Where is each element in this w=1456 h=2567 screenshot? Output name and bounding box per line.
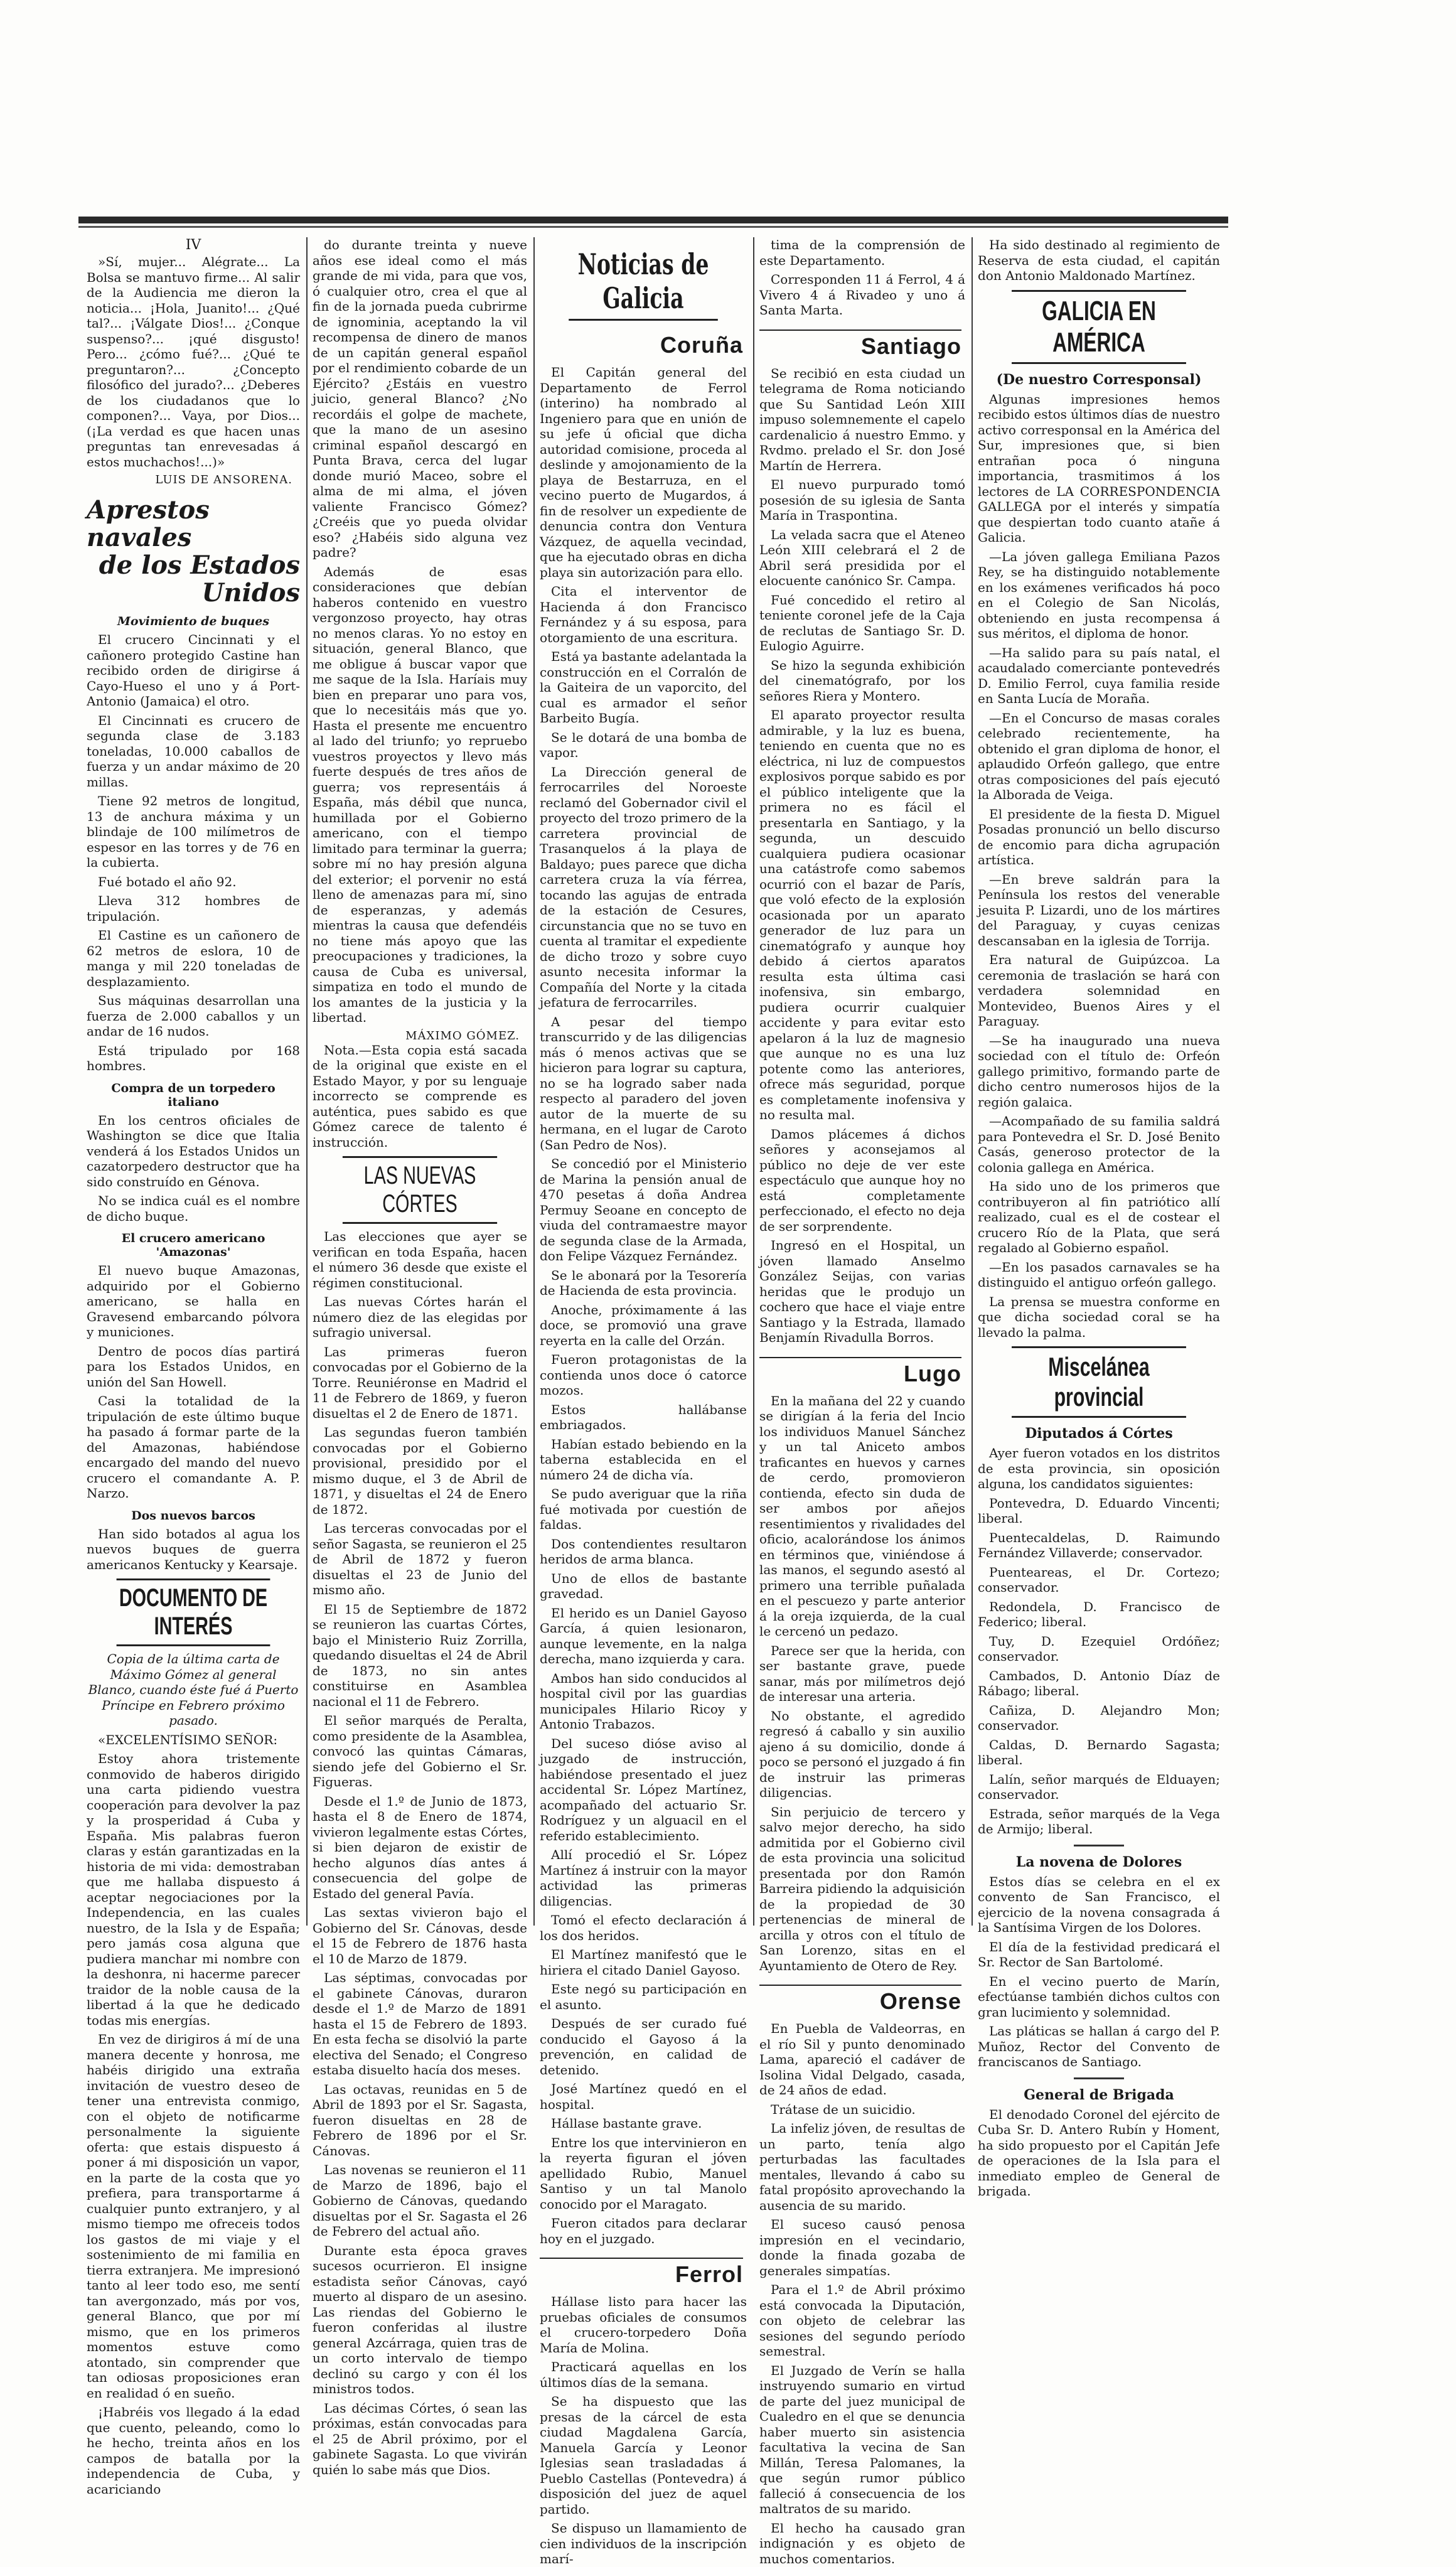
paragraph: Pontevedra, D. Eduardo Vincenti; liberal. xyxy=(978,1495,1220,1526)
paragraph: Las décimas Córtes, ó sean las próximas, están convocadas para el 25 de Abril próximo, por el gabinete Sagasta. Lo que vivirán quién lo sabe más que Dios. xyxy=(313,2400,527,2477)
paragraph: Ayer fueron votados en los distritos de esta provincia, sin oposición alguna, los candidatos siguientes: xyxy=(978,1445,1220,1491)
paragraph: A pesar del tiempo transcurrido y de las diligencias más ó menos activas que se hicieron para lograr su captura, no se ha logrado saber nada respecto al paradero del joven autor de la muerte de su hermana, en el lugar de Caroto (San Pedro de Nos). xyxy=(540,1014,747,1152)
paragraph: Este negó su participación en el asunto. xyxy=(540,1981,747,2012)
paragraph: Dentro de pocos días partirá para los Estados Unidos, en unión del San Howell. xyxy=(87,1343,300,1390)
paragraph: En vez de dirigiros á mí de una manera decente y honrosa, me habéis dirigido una extraña invitación de vuestro deseo de tener una entrevista conmigo, con el objeto de notificarme personalmente la siguiente oferta: que estais dispuesto á poner á mi disposición un vapor, en la parte de la costa que yo prefiera, para transportarme á cualquier punto extranjero, y al mismo tiempo me ofreceis todos los gastos de mi viaje y el sostenimiento de mi familia en tierra extranjera. Me impresionó tanto al leer todo eso, me sentí tan avergonzado, más por vos, general Blanco, que por mí mismo, que en los primeros momentos estuve como atontado, sin comprender que tan odiosas proposiciones eran en realidad ó en sueño. xyxy=(87,2032,300,2401)
article-lugo xyxy=(759,1393,965,1974)
signature: LUIS DE ANSORENA. xyxy=(155,473,292,486)
paragraph: Se recibió en esta ciudad un telegrama de Roma noticiando que Su Santidad León XIII impuso solemnemente el capelo cardenalicio á nuestro Emmo. y Rvdmo. prelado el Sr. don José Martín de Herrera. xyxy=(759,365,965,473)
paragraph: Cita el interventor de Hacienda á don Francisco Fernández y á su esposa, para otorgamiento de una escritura. xyxy=(540,584,747,645)
paragraph: El nuevo purpurado tomó posesión de su iglesia de Santa María in Traspontina. xyxy=(759,477,965,523)
paragraph: El Juzgado de Verín se halla instruyendo sumario en virtud de parte del juez municipal de Cualedro en el que se denuncia haber muerto sin asistencia facultativa la vecina de San Millán, Teresa Palomanes, la que según rumor público falleció á consecuencia de los maltratos de su marido. xyxy=(759,2362,965,2516)
article-buques xyxy=(87,632,300,1074)
paragraph: Redondela, D. Francisco de Federico; liberal. xyxy=(978,1599,1220,1629)
paragraph: Las séptimas, convocadas por el gabinete Cánovas, duraron desde el 1.º de Marzo de 1891 hasta el 15 de Febrero de 1893. En esta fecha se disolvió la parte electiva del Senado; el Congreso estaba disuelto hacía dos meses. xyxy=(313,1970,527,2077)
paragraph: En Puebla de Valdeorras, en el río Sil y punto denominado Lama, apareció el cadáver de Isolina Vidal Delgado, casada, de 24 años de edad. xyxy=(759,2021,965,2098)
paragraph: Las primeras fueron convocadas por el Gobierno de la Torre. Reuniéronse en Madrid el 11 de Febrero de 1869, y fueron disueltas el 2 de Enero de 1871. xyxy=(313,1344,527,1421)
subheading: La novena de Dolores xyxy=(1015,1853,1182,1870)
section-ferrol: Ferrol xyxy=(540,2258,743,2288)
paragraph: Sin perjuicio de tercero y salvo mejor derecho, ha sido admitida por el Gobierno civil de esta provincia una solicitud presentada por don Ramón Barreira pidiendo la adquisición de la propiedad de 30 pertenencias de mineral de arcilla y otros con el título de San Lorenzo, sitas en el Ayuntamiento de Otero de Rey. xyxy=(759,1804,965,1973)
paragraph: Se concedió por el Ministerio de Marina la pensión anual de 470 pesetas á doña Andrea Permuy Seoane en concepto de viuda del contramaestre mayor de segunda clase de la Armada, don Felipe Vázquez Fernández. xyxy=(540,1156,747,1263)
paragraph: El señor marqués de Peralta, como presidente de la Asamblea, convocó las quintas Cámaras, siendo jefe del Gobierno el Sr. Figueras. xyxy=(313,1713,527,1789)
top-rule-thin xyxy=(78,226,1228,228)
paragraph: Cañiza, D. Alejandro Mon; conservador. xyxy=(978,1702,1220,1733)
paragraph: El suceso causó penosa impresión en el vecindario, donde la finada gozaba de generales simpatías. xyxy=(759,2217,965,2278)
paragraph: Han sido botados al agua los nuevos buques de guerra americanos Kentucky y Kearsaje. xyxy=(87,1526,300,1572)
headline-line-2: de los Estados Unidos xyxy=(99,550,300,608)
paragraph: El Martínez manifestó que le hiriera el citado Daniel Gayoso. xyxy=(540,1947,747,1978)
paragraph: Se le abonará por la Tesorería de Hacienda de esta provincia. xyxy=(540,1267,747,1298)
paragraph: —En los pasados carnavales se ha distinguido el antiguo orfeón gallego. xyxy=(978,1259,1220,1290)
paragraph: Tiene 92 metros de longitud, 13 de anchura máxima y un blindaje de 100 milímetros de espesor en las torres y de 76 en la cubierta. xyxy=(87,793,300,870)
headline-noticias-galicia: Noticias de Galicia xyxy=(569,244,718,321)
paragraph: Habían estado bebiendo en la taberna establecida en el número 24 de dicha vía. xyxy=(540,1436,747,1482)
article-ferrol xyxy=(540,2294,747,2567)
paragraph: Anoche, próximamente á las doce, se promovió una grave reyerta en la calle del Orzán. xyxy=(540,1302,747,1348)
paragraph: —En el Concurso de masas corales celebrado recientemente, ha obtenido el gran diploma de honor, el aplaudido Orfeón gallego, que entre otras composiciones del país ejecutó la Alborada de Veiga. xyxy=(978,710,1220,802)
column-divider xyxy=(306,237,308,1926)
headline-line-1: Aprestos navales xyxy=(87,495,210,552)
column-2 xyxy=(313,237,527,2477)
paragraph: Ha sido destinado al regimiento de Reserva de esta ciudad, el capitán don Antonio Maldonado Martínez. xyxy=(978,237,1220,283)
article-orense xyxy=(759,2021,965,2566)
paragraph: Parece ser que la herida, con ser bastante grave, puede sanar, más por milímetros dejó de interesar una arteria. xyxy=(759,1643,965,1704)
paragraph: —La jóven gallega Emiliana Pazos Rey, se ha distinguido notablemente en los exámenes verificados há poco en el Colegio de San Nicolás, obteniendo en justa recompensa á sus méritos, el diploma de honor. xyxy=(978,549,1220,641)
paragraph: Ha sido uno de los primeros que contribuyeron al fin patriótico allí realizado, cual es el de costear el crucero Río de la Plata, que será regalado al Gobierno español. xyxy=(978,1179,1220,1255)
paragraph: El hecho ha causado gran indignación y es objeto de muchos comentarios. xyxy=(759,2520,965,2566)
paragraph: La infeliz jóven, de resultas de un parto, tenía algo perturbadas las facultades mentales, llevando á cabo su fatal propósito aprovechando la ausencia de su marido. xyxy=(759,2121,965,2213)
paragraph: Las novenas se reunieron el 11 de Marzo de 1896, bajo el Gobierno de Cánovas, quedando disueltas por el Sr. Sagasta el 26 de Febrero del actual año. xyxy=(313,2162,527,2239)
paragraph: —Acompañado de su familia saldrá para Pontevedra el Sr. D. José Benito Casás, generoso protector de la colonia gallega en América. xyxy=(978,1113,1220,1175)
paragraph: Estos días se celebra en el ex convento de San Francisco, el ejercicio de la novena consagrada á la Santísima Virgen de los Dolores. xyxy=(978,1873,1220,1935)
article-diputados xyxy=(978,1445,1220,1837)
paragraph: Cambados, D. Antonio Díaz de Rábago; liberal. xyxy=(978,1668,1220,1698)
headline-nuevas-cortes: LAS NUEVAS CÓRTES xyxy=(343,1156,497,1224)
section-coruna: Coruña xyxy=(660,332,743,358)
paragraph: Hállase bastante grave. xyxy=(551,2116,702,2131)
paragraph: Caldas, D. Bernardo Sagasta; liberal. xyxy=(978,1737,1220,1767)
paragraph: Corresponden 11 á Ferrol, 4 á Vivero 4 á Rivadeo y uno á Santa Marta. xyxy=(759,272,965,318)
paragraph: El nuevo buque Amazonas, adquirido por el Gobierno americano, se halla en Gravesend embarcando pólvora y municiones. xyxy=(87,1263,300,1339)
separator xyxy=(1074,1845,1124,1846)
paragraph: Lleva 312 hombres de tripulación. xyxy=(87,893,300,924)
paragraph: Las segundas fueron también convocadas por el Gobierno provisional, presidido por el mismo duque, el 3 de Abril de 1871, y disueltas el 24 de Enero de 1872. xyxy=(313,1425,527,1517)
paragraph: —Ha salido para su país natal, el acaudalado comerciante pontevedrés D. Emilio Ferrol, cuya familia reside en Santa Lucía de Moraña. xyxy=(978,645,1220,706)
paragraph: Estrada, señor marqués de la Vega de Armijo; liberal. xyxy=(978,1806,1220,1836)
paragraph: El herido es un Daniel Gayoso García, á quien lesionaron, aunque levemente, en la nalga derecha, mano izquierda y cara. xyxy=(540,1605,747,1666)
paragraph: Puenteareas, el Dr. Cortezo; conservador. xyxy=(978,1564,1220,1595)
column-divider xyxy=(972,237,973,1926)
paragraph: Trátase de un suicidio. xyxy=(771,2101,916,2117)
paragraph: Damos plácemes á dichos señores y aconsejamos al público no deje de ver este espectáculo que aunque hoy no está completamente perfeccionado, el efecto no deja de ser sorprendente. xyxy=(759,1126,965,1234)
documento-intro: Copia de la última carta de Máximo Gómez al general Blanco, cuando éste fué á Puerto Príncipe en Febrero próximo pasado. xyxy=(88,1651,299,1728)
paragraph: La prensa se muestra conforme en que dicha sociedad coral se ha llevado la palma. xyxy=(978,1294,1220,1340)
article-santiago xyxy=(759,366,965,1346)
paragraph: Las terceras convocadas por el señor Sagasta, se reunieron el 25 de Abril de 1872 y fueron disueltas el 23 de Junio del mismo año. xyxy=(313,1521,527,1597)
paragraph: No se indica cuál es el nombre de dicho buque. xyxy=(87,1193,300,1224)
article-amazonas xyxy=(87,1263,300,1501)
paragraph: El Cincinnati es crucero de segunda clase de 3.183 toneladas, 10.000 caballos de fuerza y un andar máximo de 20 millas. xyxy=(87,712,300,790)
paragraph: No obstante, el agredido regresó á caballo y sin auxilio ajeno á su domicilio, donde á poco se personó el juzgado á fin de instruir las primeras diligencias. xyxy=(759,1708,965,1800)
paragraph: Sus máquinas desarrollan una fuerza de 2.000 caballos y un andar de 16 nudos. xyxy=(87,993,300,1039)
paragraph: Se hizo la segunda exhibición del cinematógrafo, por los señores Riera y Montero. xyxy=(759,657,965,704)
paragraph: En los centros oficiales de Washington se dice que Italia venderá á los Estados Unidos un cazatorpedero destructor que ha sido construído en Génova. xyxy=(87,1112,300,1189)
paragraph: Uno de ellos de bastante gravedad. xyxy=(540,1570,747,1601)
paragraph: Desde el 1.º de Junio de 1873, hasta el 8 de Enero de 1874, vivieron legalmente estas Córtes, si bien dejaron de existir de hecho algunos días antes á consecuencia del golpe de Estado del general Pavía. xyxy=(313,1793,527,1901)
paragraph: Tuy, D. Ezequiel Ordóñez; conservador. xyxy=(978,1633,1220,1664)
paragraph: Durante esta época graves sucesos ocurrieron. El insigne estadista señor Cánovas, cayó muerto al disparo de un asesino. Las riendas del Gobierno le fueron conferidas al ilustre general Azcárraga, quien tras de un corto intervalo de tiempo declinó su cargo y con él los ministros todos. xyxy=(313,2243,527,2396)
paragraph: La Dirección general de ferrocarriles del Noroeste reclamó del Gobernador civil el proyecto del trozo primero de la carretera provincial de Trasanquelos á la playa de Baldayo; pues parece que dicha carretera cruza la vía férrea, tocando las agujas de entrada de la estación de Cesures, circunstancia que no se tuvo en cuenta al tramitar el expediente de dicho trozo y sobre cuyo asunto necesita informar la Compañía del Norte y la citada jefatura de ferrocarriles. xyxy=(540,764,747,1010)
paragraph: Se pudo averiguar que la riña fué motivada por cuestión de faldas. xyxy=(540,1486,747,1532)
section-orense: Orense xyxy=(759,1985,961,2015)
column-divider xyxy=(753,237,754,1926)
paragraph: El Capitán general del Departamento de Ferrol (interino) ha nombrado al Ingeniero para que en unión de su jefe ú oficial que dicha autoridad comisione, proceda al deslinde y amojonamiento de la playa de Bestarruza, en el vecino puerto de Mugardos, á fin de resolver un expediente de denuncia contra don Ventura Vázquez, de aquella vecindad, que ha ejecutado obras en dicha playa sin autorización para ello. xyxy=(540,365,747,580)
subheading: Dos nuevos barcos xyxy=(131,1508,255,1523)
paragraph: Fué botado el año 92. xyxy=(98,874,237,889)
subheading: El crucero americano 'Amazonas' xyxy=(121,1231,265,1259)
article-coruna xyxy=(540,365,747,2246)
article-torpedero xyxy=(87,1113,300,1225)
subheading: Diputados á Córtes xyxy=(1025,1425,1173,1442)
paragraph: Estoy ahora tristemente conmovido de haberos dirigido una carta pidiendo vuestra cooperación para devolver la paz y la prosperidad á Cuba y España. Mis palabras fueron claras y están garantizadas en la historia de mi vida: demostraban que me hallaba dispuesto á aceptar negociaciones por la Independencia, en las cuales nuestro, de la Isla y de España; pero jamás cosa alguna que pudiera manchar mi nombre con la deshonra, ni hacerme parecer traidor de la noble causa de la libertad á la que he dedicado todas mis energías. xyxy=(87,1751,300,2028)
section-santiago: Santiago xyxy=(759,330,961,360)
paragraph: El presidente de la fiesta D. Miguel Posadas pronunció un bello discurso de encomio para dicha agrupación artística. xyxy=(978,806,1220,867)
subheading: Compra de un torpedero italiano xyxy=(111,1081,276,1109)
story-text xyxy=(87,254,300,469)
subheading: Movimiento de buques xyxy=(117,614,270,628)
signature: MÁXIMO GÓMEZ. xyxy=(405,1029,520,1042)
column-4 xyxy=(759,237,965,2566)
paragraph: Ingresó en el Hospital, un jóven llamado Anselmo González Seijas, con varias heridas que le produjo un cochero que hace el viaje entre Santiago y la Estrada, llamado Benjamín Rivadulla Borros. xyxy=(759,1238,965,1345)
paragraph: Las pláticas se hallan á cargo del P. Muñoz, Rector del Convento de franciscanos de Santiago. xyxy=(978,2023,1220,2069)
paragraph: Las nuevas Córtes harán el número diez de las elegidas por sufragio universal. xyxy=(313,1294,527,1340)
paragraph: Era natural de Guipúzcoa. La ceremonia de traslación se hará con verdadera solemnidad en Montevideo, Buenos Aires y el Paraguay. xyxy=(978,952,1220,1029)
paragraph: El Castine es un cañonero de 62 metros de eslora, 10 de manga y mil 220 toneladas de desplazamiento. xyxy=(87,928,300,989)
headline-miscelanea: Miscelánea provincial xyxy=(1012,1346,1186,1418)
paragraph: Allí procedió el Sr. López Martínez á instruir con la mayor actividad las primeras diligencias. xyxy=(540,1847,747,1909)
paragraph: En el vecino puerto de Marín, efectúanse también dichos cultos con gran lucimiento y solemnidad. xyxy=(978,1973,1220,2020)
column-5 xyxy=(978,237,1220,2199)
paragraph: »Sí, mujer... Alégrate... La Bolsa se mantuvo firme... Al salir de la Audiencia me dieron la noticia... ¡Hola, Juanito!... ¿Qué tal?... ¡Válgate Dios!... ¿Conque suspenso?... ¡qué disgusto! Pero... ¿cómo fué?... ¿Qué te preguntaron?... ¿Concepto filosófico del jurado?... ¿Deberes de los ciudadanos que lo componen?... Vaya, por Dios... (¡La verdad es que hacen unas preguntas tan enrevesadas á estos muchachos!...)» xyxy=(87,254,300,469)
paragraph: Después de ser curado fué conducido el Gayoso á la prevención, en calidad de detenido. xyxy=(540,2016,747,2077)
paragraph: ¡Habréis vos llegado á la edad que cuento, peleando, como lo he hecho, treinta años en los campos de batalla por la independencia de Cuba, y acariciando xyxy=(87,2404,300,2497)
paragraph: El 15 de Septiembre de 1872 se reunieron las cuartas Córtes, bajo el Ministerio Ruiz Zorrilla, quedando disueltas el 24 de Abril de 1873, no sin antes constituirse en Asamblea nacional el 11 de Febrero. xyxy=(313,1601,527,1709)
paragraph: Dos contendientes resultaron heridos de arma blanca. xyxy=(540,1536,747,1567)
paragraph: Fueron citados para declarar hoy en el juzgado. xyxy=(540,2216,747,2246)
paragraph: «EXCELENTÍSIMO SEÑOR: xyxy=(98,1732,278,1747)
paragraph: Ambos han sido conducidos al hospital civil por las guardias municipales Hilario Ricoy y Antonio Trabazos. xyxy=(540,1670,747,1732)
paragraph: Se le dotará de una bomba de vapor. xyxy=(540,729,747,760)
article-nuevas-cortes xyxy=(313,1229,527,2477)
paragraph: El aparato proyector resulta admirable, y la luz es buena, teniendo en cuenta que no es eléctrica, ni luz de compuestos explosivos porque sabido es por el público inteligente que la primera no es fácil el presentarla en Santiago, y la segunda, un descuido cualquiera pudiera ocasionar una catástrofe como sabemos ocurrió con el bazar de París, que voló efecto de la explosión ocasionada por un aparato generador de luz para un cinematógrafo y aunque hoy debido á ciertos aparatos resulta esta última casi inofensiva, sin embargo, pudiera ocurrir cualquier accidente y para evitar esto apelaron á la luz de magnesio que aunque no es una luz potente como las anteriores, ofrece más seguridad, porque es completamente inofensiva y no resulta mal. xyxy=(759,707,965,1122)
paragraph: Entre los que intervinieron en la reyerta figuran el jóven apellidado Rubio, Manuel Santiso y un tal Manolo conocido por el Maragato. xyxy=(540,2135,747,2212)
headline-aprestos xyxy=(87,496,300,607)
paragraph: tima de la comprensión de este Departamento. xyxy=(759,237,965,268)
paragraph: Puentecaldelas, D. Raimundo Fernández Villaverde; conservador. xyxy=(978,1530,1220,1560)
chapter-numeral: IV xyxy=(185,237,201,253)
paragraph: Para el 1.º de Abril próximo está convocada la Diputación, con objeto de celebrar las sesiones del segundo período semestral. xyxy=(759,2282,965,2359)
article-documento xyxy=(87,1732,300,2497)
paragraph: Las elecciones que ayer se verifican en toda España, hacen el número 36 desde que existe el régimen constitucional. xyxy=(313,1229,527,1290)
paragraph: Practicará aquellas en los últimos días de la semana. xyxy=(540,2359,747,2390)
article-novena xyxy=(978,1874,1220,2070)
article-documento-cont xyxy=(313,237,527,1026)
section-lugo: Lugo xyxy=(759,1357,961,1387)
article-brigada xyxy=(978,2107,1220,2199)
paragraph: Está ya bastante adelantada la construcción en el Corralón de la Gaiteira de un vaporcito, del cual es armador el señor Barbeito Bugía. xyxy=(540,649,747,726)
column-divider xyxy=(533,237,535,1926)
paragraph: do durante treinta y nueve años ese ideal como el más grande de mi vida, para que vos, ó cualquier otro, crea el que al fin de la jornada pueda cubrirme de ignominia, aceptando la vil recompensa de dinero de manos de un capitán general español por el rendimiento cobarde de un Ejército? ¿Estáis en vuestro juicio, general Blanco? ¿No recordáis el golpe de machete, que la mano de un asesino criminal español descargó en Punta Brava, cerca del lugar donde murió Maceo, sobre el alma de mi alma, el jóven valiente Francisco Gómez? ¿Creéis que yo pueda olvidar eso? ¿Habéis sido alguna vez padre? xyxy=(313,237,527,560)
column-3 xyxy=(540,237,747,2566)
paragraph: Casi la totalidad de la tripulación de este último buque ha pasado á formar parte de la del Amazonas, habiéndose encargado del mando del nuevo crucero el comandante A. P. Narzo. xyxy=(87,1393,300,1501)
headline-galicia-america: GALICIA EN AMÉRICA xyxy=(1012,290,1186,364)
article-barcos xyxy=(87,1526,300,1573)
paragraph: Fueron protagonistas de la contienda unos doce ó catorce mozos. xyxy=(540,1352,747,1398)
paragraph: Se dispuso un llamamiento de cien individuos de la inscripción marí- xyxy=(540,2521,747,2566)
article-ferrol-cont xyxy=(759,237,965,318)
nota: Nota.—Esta copia está sacada de la original que existe en el Estado Mayor, y por su lenguaje incorrecto se comprende es auténtica, pues sabido es que Gómez carece de talento é instrucción. xyxy=(313,1042,527,1150)
column-1 xyxy=(87,237,300,2497)
paragraph: Se ha dispuesto que las presas de la cárcel de esta ciudad Magdalena García, Manuela García y Leonor Iglesias sean trasladadas á Pueblo Castellas (Pontevedra) á disposición del juez de aquel partido. xyxy=(540,2394,747,2517)
paragraph: Del suceso dióse aviso al juzgado de instrucción, habiéndose presentado el juez accidental Sr. López Martínez, acompañado del actuario Sr. Rodríguez y un alguacil en el referido establecimiento. xyxy=(540,1735,747,1843)
paragraph: Las octavas, reunidas en 5 de Abril de 1893 por el Sr. Sagasta, fueron disueltas en 28 de Febrero de 1896 por el Sr. Cánovas. xyxy=(313,2081,527,2158)
paragraph: Estos hallábanse embriagados. xyxy=(540,1401,747,1432)
paragraph: —En breve saldrán para la Península los restos del venerable jesuita P. Lizardi, uno de los mártires del Paraguay, y cuyas cenizas descansaban en la iglesia de Torrija. xyxy=(978,871,1220,948)
headline-documento: DOCUMENTO DE INTERÉS xyxy=(117,1578,270,1646)
paragraph: Tomó el efecto declaración á los dos heridos. xyxy=(540,1912,747,1943)
paragraph: Las sextas vivieron bajo el Gobierno del Sr. Cánovas, desde el 15 de Febrero de 1876 hasta el 10 de Marzo de 1879. xyxy=(313,1905,527,1966)
paragraph: En la mañana del 22 y cuando se dirigían á la feria del Incio los individuos Manuel Sánchez y un tal Aniceto ambos traficantes en huevos y carnes de cerdo, promovieron contienda, efecto sin duda de ser ambos por añejos resentimientos y rivalidades del oficio, acalorándose los ánimos en términos que, viniéndose á las manos, el segundo asestó al primero una terrible puñalada en el pescuezo y parte anterior á la oreja izquierda, de la cual le cercenó un pedazo. xyxy=(759,1393,965,1639)
separator xyxy=(1074,2077,1124,2079)
paragraph: Además de esas consideraciones que debían haberos contenido en vuestro vergonzoso proyecto, hay otras no menos claras. Yo no estoy en situación, general Blanco, que me obligue á buscar vapor que me saque de la Isla. Haríais muy bien en preparar uno para vos, que lo necesitáis más que yo. Hasta el presente me encuentro al lado del triunfo; yo repruebo vuestros proyectos y llevo más fuerte después de tres años de guerra; vos representáis á España, más débil que nunca, humillada por el Gobierno americano, con el tiempo limitado para terminar la guerra; sobre mí no hay presión alguna del exterior; el porvenir no está lleno de amenazas para mí, sino de esperanzas, y además mientras la causa que defendéis no tiene más apoyo que las preocupaciones y tradiciones, la causa de Cuba es universal, simpatiza en todo el mundo de los amantes de la justicia y la libertad. xyxy=(313,564,527,1025)
subheading: General de Brigada xyxy=(1024,2086,1174,2103)
paragraph: Lalín, señor marqués de Elduayen; conservador. xyxy=(978,1771,1220,1802)
paragraph: El denodado Coronel del ejército de Cuba Sr. D. Antero Rubín y Homent, ha sido propuesto por el Capitán Jefe de operaciones de la Isla para el inmediato empleo de General de brigada. xyxy=(978,2106,1220,2199)
paragraph: Está tripulado por 168 hombres. xyxy=(87,1042,300,1073)
paragraph: Fué concedido el retiro al teniente coronel jefe de la Caja de reclutas de Santiago Sr. D. Eulogio Aguirre. xyxy=(759,592,965,653)
paragraph: El crucero Cincinnati y el cañonero protegido Castine han recibido orden de dirigirse á Cayo-Hueso el uno y á Port-Antonio (Jamaica) el otro. xyxy=(87,632,300,709)
paragraph: —Se ha inaugurado una nueva sociedad con el título de: Orfeón gallego primitivo, formando parte de dicho centro numerosos hijos de la región galaica. xyxy=(978,1032,1220,1110)
top-rule xyxy=(78,217,1228,223)
paragraph: El día de la festividad predicará el Sr. Rector de San Bartolomé. xyxy=(978,1939,1220,1969)
paragraph: La velada sacra que el Ateneo León XIII celebrará el 2 de Abril será presidida por el elocuente canónico Sr. Campa. xyxy=(759,527,965,588)
subheading: (De nuestro Corresponsal) xyxy=(996,371,1202,388)
paragraph: Algunas impresiones hemos recibido estos últimos días de nuestro activo corresponsal en la América del Sur, impresiones que, si bien entrañan poca ó ninguna importancia, trasmitimos á los lectores de LA CORRESPONDENCIA GALLEGA por el interés y simpatía que despiertan todo cuanto atañe á Galicia. xyxy=(978,391,1220,545)
paragraph: José Martínez quedó en el hospital. xyxy=(540,2081,747,2112)
article-galicia-america xyxy=(978,392,1220,1341)
paragraph: Hállase listo para hacer las pruebas oficiales de consumos el crucero-torpedero Doña María de Molina. xyxy=(540,2294,747,2355)
